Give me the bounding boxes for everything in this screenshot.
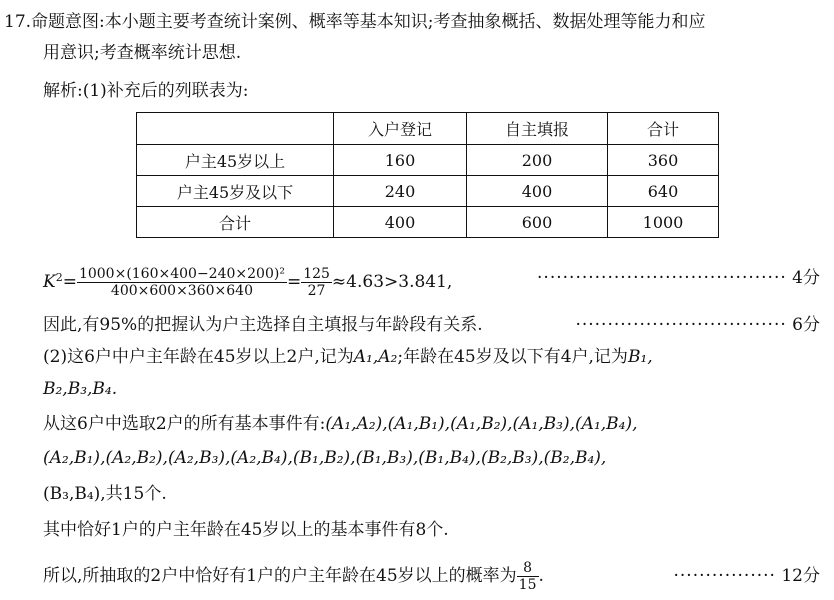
table-cell: 200	[467, 145, 608, 176]
score-4: 4分	[792, 268, 820, 288]
formula-exponent: 2	[55, 271, 63, 284]
table-cell: 640	[608, 176, 719, 207]
fraction-numerator: 8	[517, 560, 539, 577]
table-header-cell: 合计	[608, 113, 719, 145]
table-header-cell: 入户登记	[334, 113, 467, 145]
events-line-1	[43, 412, 638, 436]
table-header-row	[137, 113, 719, 145]
favorable-text: 其中恰好1户的户主年龄在45岁以上的基本事件有8个.	[43, 520, 449, 540]
fraction-denominator: 400×600×360×640	[110, 283, 253, 299]
final-line	[43, 556, 544, 596]
table-cell: 400	[334, 207, 467, 238]
score-line-6: ································· 6分	[575, 315, 820, 335]
fraction-numerator: 125	[303, 266, 330, 282]
score-12: 12分	[781, 566, 820, 586]
events-intro: 从这6户中选取2户的所有基本事件有:	[43, 414, 326, 434]
table-header-cell: 自主填报	[467, 113, 608, 145]
part2-line-2: B₂,B₃,B₄.	[43, 379, 118, 399]
score-6: 6分	[792, 315, 820, 335]
table-row	[137, 176, 719, 207]
fraction-numerator: 1000×(160×400−240×200)²	[78, 266, 285, 282]
table-cell: 160	[334, 145, 467, 176]
intent-text-1: 命题意图:本小题主要考查统计案例、概率等基本知识;考查抽象概括、数据处理等能力和应	[31, 12, 706, 32]
contingency-table	[136, 112, 719, 238]
part2-text-c: ;年龄在45岁及以下有4户,记为	[397, 347, 628, 367]
events-line-3: (B₃,B₄),共15个.	[43, 484, 167, 504]
intent-line-2: 用意识;考查概率统计思想.	[43, 43, 242, 63]
fraction-denominator: 27	[307, 283, 326, 299]
events-line-2: (A₂,B₁),(A₂,B₂),(A₂,B₃),(A₂,B₄),(B₁,B₂),(B₁,B₃),(B₁,B₄),(B₂,B₃),(B₂,B₄),	[43, 448, 607, 468]
intent-line-1	[4, 10, 706, 34]
table-cell: 600	[467, 207, 608, 238]
final-prefix: 所以,所抽取的2户中恰好有1户的户主年龄在45岁以上的概率为	[43, 566, 517, 586]
table-cell: 户主45岁及以下	[137, 176, 334, 207]
table-cell: 360	[608, 145, 719, 176]
score-line-4: ······································· 4分	[537, 268, 820, 288]
score-line-12: ················ 12分	[673, 566, 820, 586]
final-suffix: .	[538, 566, 544, 586]
table-cell: 1000	[608, 207, 719, 238]
part2-text-d: B₁,	[627, 347, 653, 367]
formula-equals: =	[62, 272, 77, 292]
table-row	[137, 145, 719, 176]
analysis-intro: 解析:(1)补充后的列联表为:	[43, 81, 249, 101]
table-cell: 240	[334, 176, 467, 207]
events-list-1: (A₁,A₂),(A₁,B₁),(A₁,B₂),(A₁,B₃),(A₁,B₄),	[325, 414, 638, 434]
conclusion-text: 因此,有95%的把握认为户主选择自主填报与年龄段有关系.	[43, 315, 483, 335]
table-cell: 户主45岁以上	[137, 145, 334, 176]
formula-result: ≈4.63>3.841,	[331, 272, 453, 292]
formula-equals-2: =	[286, 272, 302, 292]
part2-text-b: A₁,A₂	[353, 347, 398, 367]
part2-line-1	[43, 345, 653, 369]
formula-fraction-1	[77, 266, 287, 299]
chi-square-formula	[43, 258, 452, 302]
part2-text-a: (2)这6户中户主年龄在45岁以上2户,记为	[43, 347, 354, 367]
problem-number: 17.	[4, 12, 32, 32]
formula-variable: K	[43, 272, 56, 292]
table-row	[137, 207, 719, 238]
formula-fraction-2	[301, 266, 332, 299]
table-cell: 400	[467, 176, 608, 207]
fraction-denominator: 15	[518, 577, 537, 593]
table-header-cell	[137, 113, 334, 145]
final-fraction	[517, 560, 539, 593]
table-cell: 合计	[137, 207, 334, 238]
